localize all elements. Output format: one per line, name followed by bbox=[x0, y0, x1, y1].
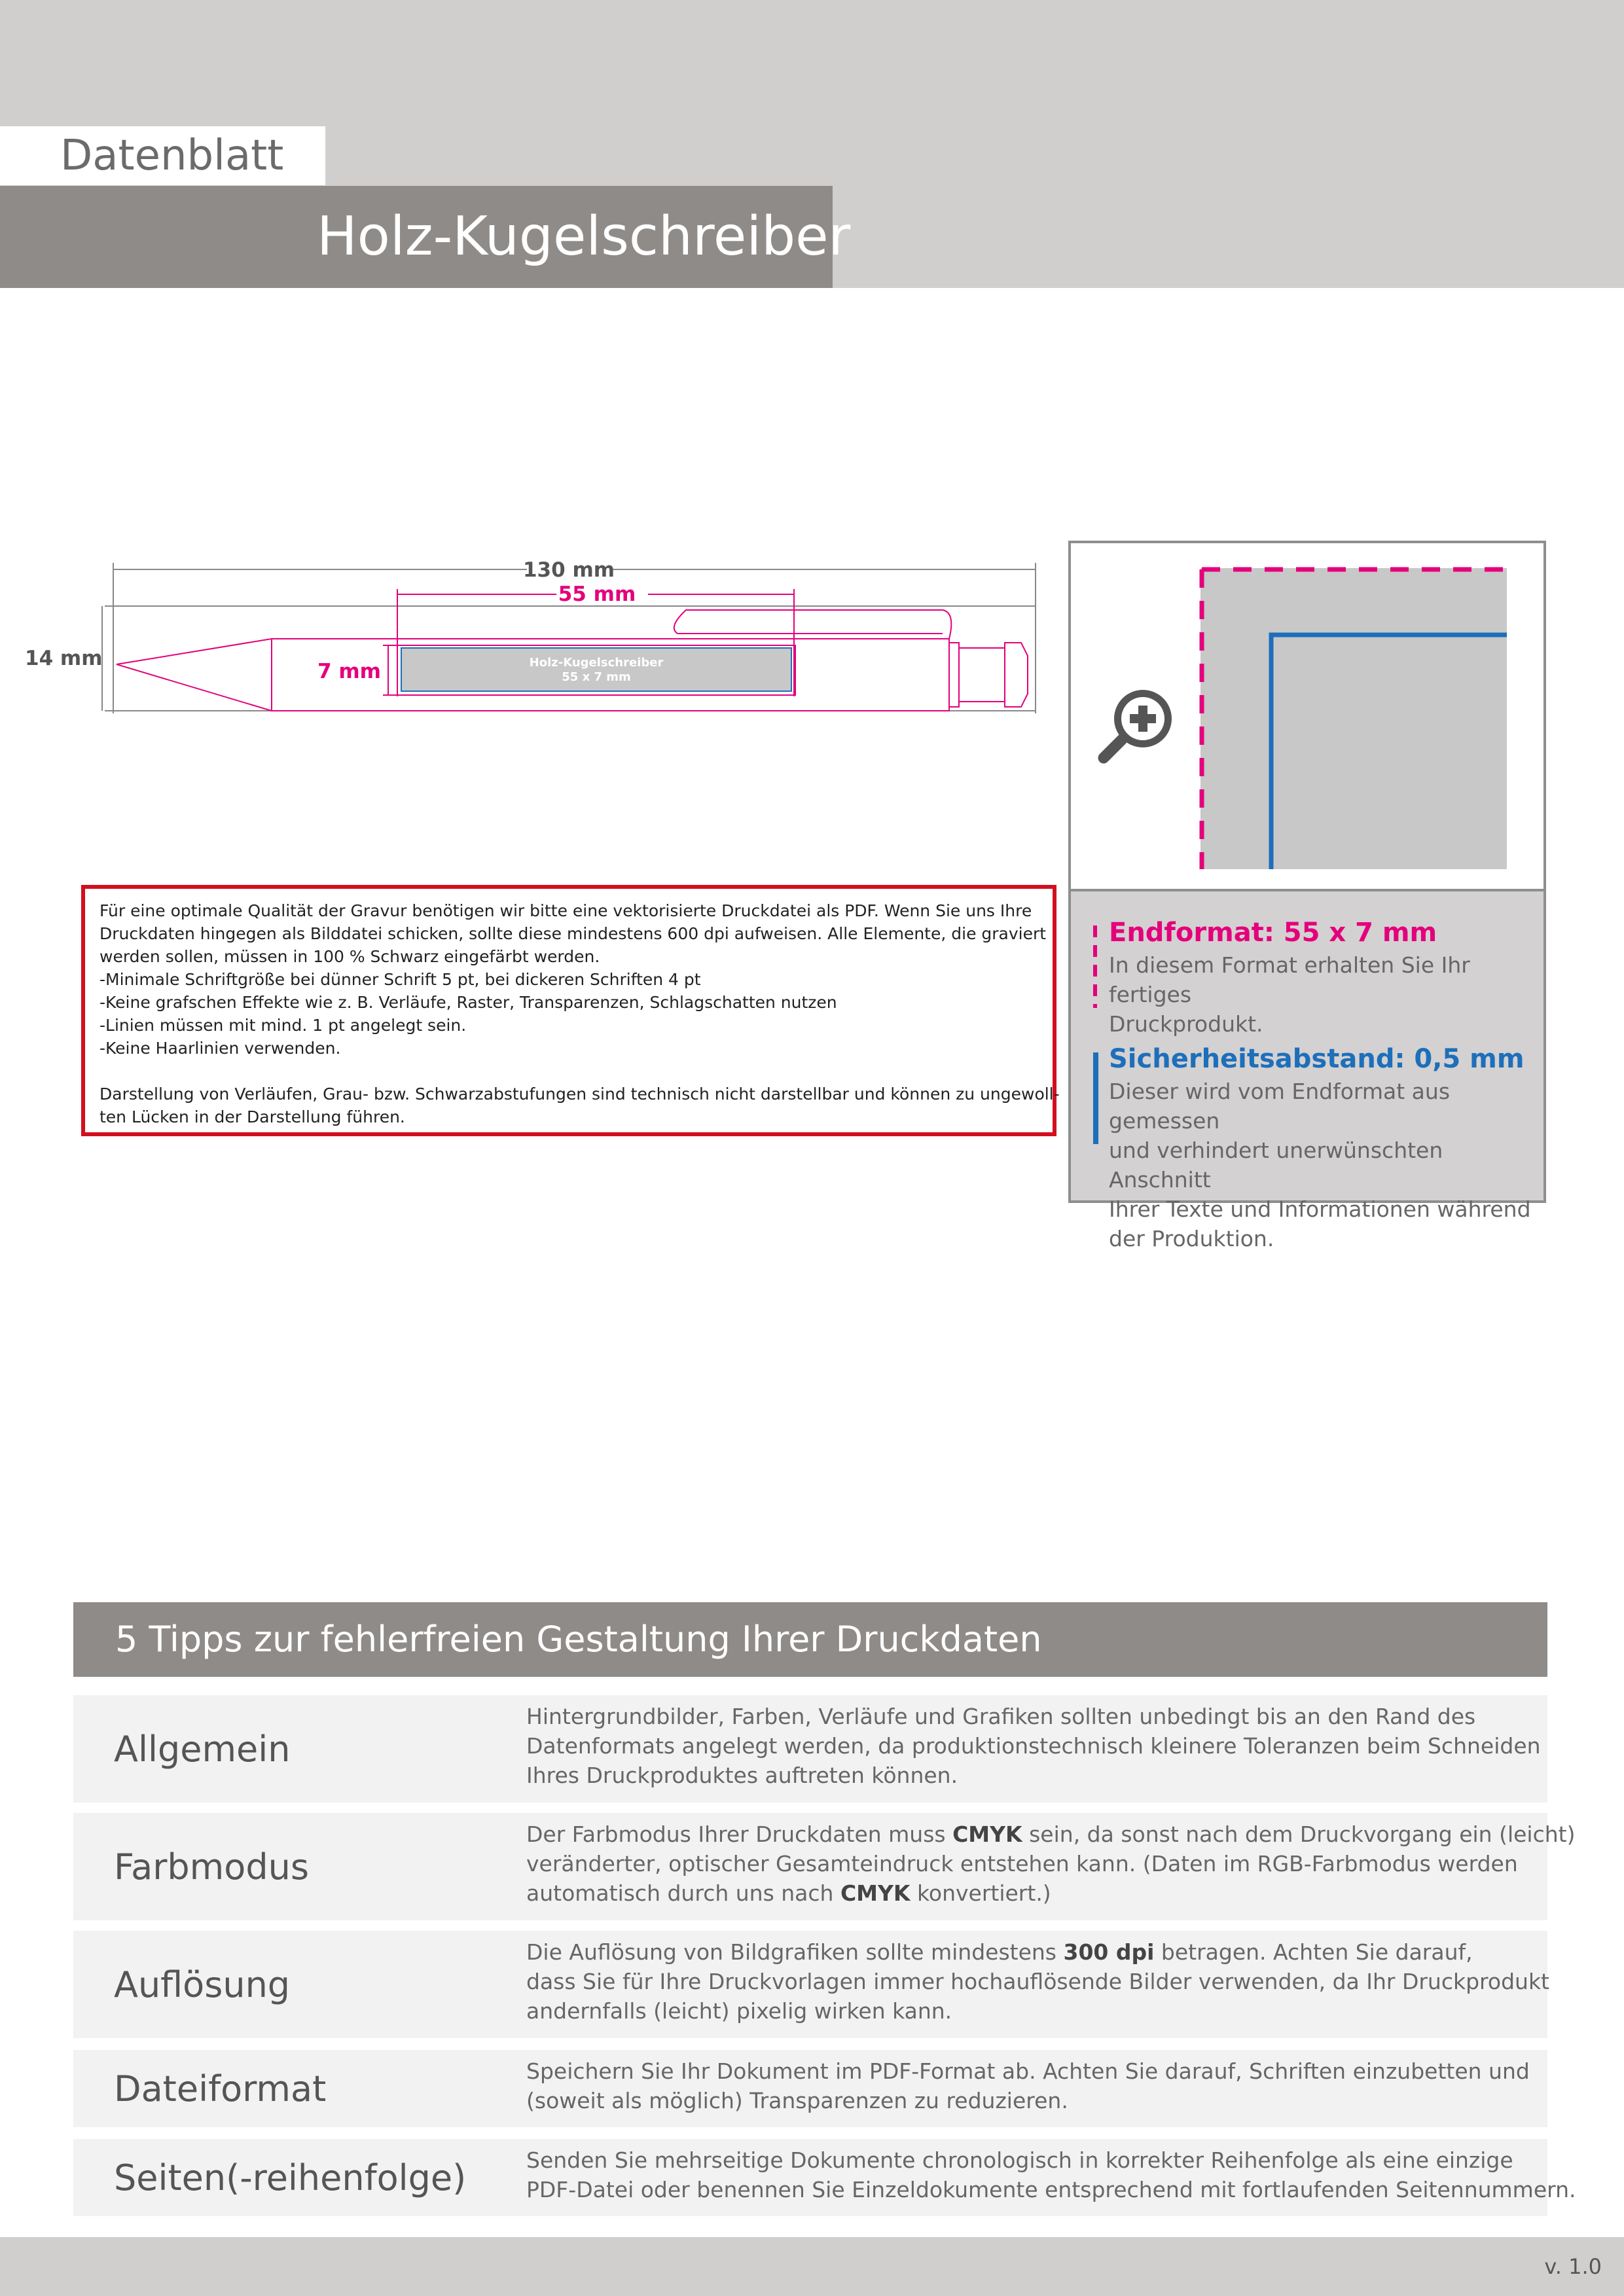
print-area-text-2: 55 x 7 mm bbox=[562, 670, 631, 684]
tip-row-farbmodus bbox=[73, 1813, 1576, 1920]
tip-text: Senden Sie mehrseitige Dokumente chronologisch in korrekter Reihenfolge als eine einzige PDF-Datei oder benennen Sie Einzeldokumente entsprechend mit fortlaufenden Seitennummern. bbox=[526, 2147, 1576, 2202]
tip-text: Die Auflösung von Bildgrafiken sollte mindestens 300 dpi betragen. Achten Sie darauf, dass Sie für Ihre Druckvorlagen immer hochauflösende Bilder verwenden, da Ihr Druckprodukt andernfalls (leicht) pixelig wirken kann. bbox=[526, 1939, 1549, 2024]
version-label: v. 1.0 bbox=[1544, 2254, 1602, 2279]
tip-text: Speichern Sie Ihr Dokument im PDF-Format ab. Achten Sie darauf, Schriften einzubetten und (soweit als möglich) Transparenzen zu reduzieren. bbox=[526, 2058, 1530, 2113]
format-legend bbox=[1071, 889, 1543, 1251]
tip-row-allgemein bbox=[73, 1695, 1547, 1803]
endformat-title: Endformat: 55 x 7 mm bbox=[1109, 918, 1437, 948]
engraving-notice bbox=[81, 885, 1060, 1136]
print-height-label: 7 mm bbox=[317, 660, 381, 683]
notice-line: ten Lücken in der Darstellung führen. bbox=[99, 1107, 405, 1126]
notice-line: -Linien müssen mit mind. 1 pt angelegt sein. bbox=[99, 1016, 467, 1035]
tip-row-seitenreihenfolge bbox=[73, 2139, 1576, 2216]
tip-text: Der Farbmodus Ihrer Druckdaten muss CMYK sein, da sonst nach dem Druckvorgang ein (leicht) veränderter, optischer Gesamteindruck entstehen kann. (Daten im RGB-Farbmodus werden automatisch durch uns nach CMYK konvertiert.) bbox=[526, 1821, 1576, 1906]
footer-band bbox=[0, 2237, 1624, 2296]
pen-technical-drawing bbox=[13, 550, 1060, 733]
tip-label: Auflösung bbox=[114, 1964, 291, 2005]
print-width-label: 55 mm bbox=[558, 583, 636, 606]
format-preview-panel bbox=[1068, 541, 1546, 1251]
tip-label: Dateiformat bbox=[114, 2068, 327, 2109]
notice-line: Druckdaten hingegen als Bilddatei schicken, sollte diese mindestens 600 dpi aufweisen. Alle Elemente, die graviert bbox=[99, 924, 1047, 943]
tip-row-aufloesung bbox=[73, 1931, 1547, 2038]
print-area-text-1: Holz-Kugelschreiber bbox=[529, 656, 664, 670]
notice-line: Darstellung von Verläufen, Grau- bzw. Schwarzabstufungen sind technisch nicht darstellbar und können zu ungewoll- bbox=[99, 1085, 1060, 1103]
tip-label: Farbmodus bbox=[114, 1846, 309, 1888]
print-area bbox=[401, 648, 791, 691]
endformat-marker bbox=[1093, 925, 1097, 1008]
notice-line: werden sollen, müssen in 100 % Schwarz eingefärbt werden. bbox=[99, 947, 600, 966]
tip-row-dateiformat bbox=[73, 2050, 1547, 2127]
tips-heading: 5 Tipps zur fehlerfreien Gestaltung Ihrer Druckdaten bbox=[73, 1602, 1547, 1677]
safety-margin-title: Sicherheitsabstand: 0,5 mm bbox=[1109, 1044, 1525, 1074]
height-label: 14 mm bbox=[25, 647, 103, 670]
safety-margin-description: Dieser wird vom Endformat aus gemessen und verhindert unerwünschten Anschnitt Ihrer Texte und Informationen während der Produktion. bbox=[1109, 1079, 1531, 1251]
notice-line: -Keine Haarlinien verwenden. bbox=[99, 1039, 341, 1058]
safety-margin-marker bbox=[1093, 1052, 1098, 1144]
tip-label: Seiten(-reihenfolge) bbox=[114, 2157, 467, 2198]
format-preview-image bbox=[1071, 543, 1543, 889]
tip-label: Allgemein bbox=[114, 1728, 291, 1770]
tip-text: Hintergrundbilder, Farben, Verläufe und Grafiken sollten unbedingt bis an den Rand des Datenformats angelegt werden, da produktionstechnisch kleinere Toleranzen beim Schneiden Ihres Druckproduktes auftreten können. bbox=[526, 1704, 1541, 1788]
length-label: 130 mm bbox=[522, 558, 615, 582]
document-type-label: Datenblatt bbox=[0, 126, 325, 185]
zoom-in-icon bbox=[1094, 682, 1180, 767]
notice-line: -Minimale Schriftgröße bei dünner Schrift 5 pt, bei dickeren Schriften 4 pt bbox=[99, 970, 701, 989]
notice-spacer bbox=[99, 1060, 1038, 1083]
page-title: Holz-Kugelschreiber bbox=[0, 186, 833, 288]
notice-line: Für eine optimale Qualität der Gravur benötigen wir bitte eine vektorisierte Druckdatei als PDF. Wenn Sie uns Ihre bbox=[99, 901, 1032, 920]
endformat-description: In diesem Format erhalten Sie Ihr fertiges Druckprodukt. bbox=[1109, 952, 1470, 1037]
notice-line: -Keine grafschen Effekte wie z. B. Verläufe, Raster, Transparenzen, Schlagschatten nutzen bbox=[99, 993, 837, 1012]
